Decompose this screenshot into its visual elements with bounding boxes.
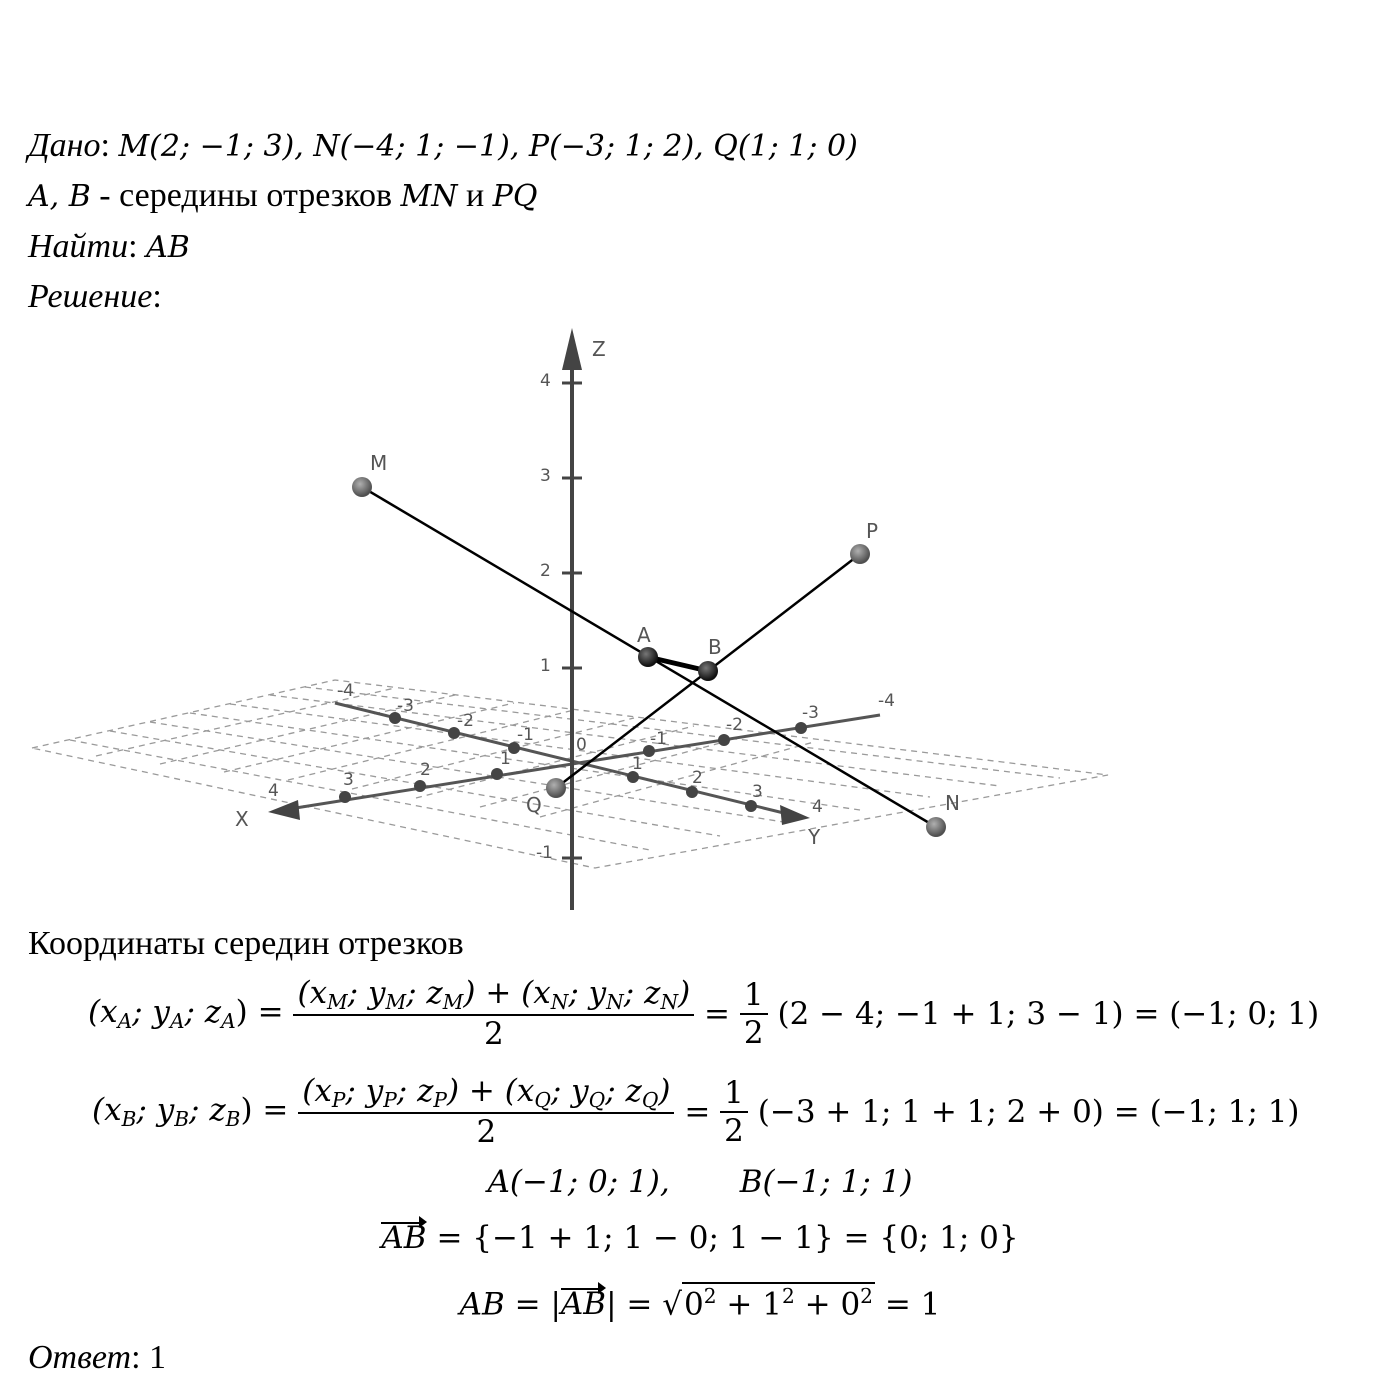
answer-line: Ответ: 1 [28, 1339, 167, 1376]
y-axis-label: Y [808, 825, 821, 849]
given-line: Дано: M(2; −1; 3), N(−4; 1; −1), P(−3; 1; 2), Q(1; 1; 0) [28, 127, 858, 164]
vector-ab: AB [381, 1220, 427, 1256]
eq-a-denominator: 2 [483, 1016, 504, 1052]
answer-value: 1 [149, 1339, 167, 1376]
eq-b-result: (−3 + 1; 1 + 1; 2 + 0) = (−1; 1; 1) [757, 1093, 1300, 1130]
z-tick-3: 3 [540, 466, 551, 486]
midpoint-text: - середины отрезков [90, 177, 401, 214]
vector-ab-value: = {−1 + 1; 1 − 0; 1 − 1} = {0; 1; 0} [426, 1220, 1019, 1256]
x-tick-4: 4 [268, 781, 279, 801]
x-tick-3: 3 [343, 770, 354, 790]
label-b: B [708, 635, 722, 659]
label-p: P [866, 519, 879, 543]
segment-pq: PQ [492, 179, 538, 214]
answer-label: Ответ [28, 1339, 132, 1376]
point-m [352, 477, 372, 497]
eq-b-denominator: 2 [476, 1114, 497, 1150]
point-q [546, 778, 566, 798]
label-m: M [370, 451, 388, 475]
back-x-tick-neg2: -2 [726, 715, 743, 735]
eq-b-numerator: ($x_P$; $y_P$; $z_P) + (x_Q$; $y_Q$; $z_Q$) [302, 1073, 671, 1112]
back-x-tick-neg4: -4 [878, 691, 895, 711]
label-a: A [637, 623, 651, 647]
back-x-tick-neg3: -3 [802, 703, 819, 723]
back-x-tick-neg1: -1 [650, 729, 667, 749]
point-b-coords: B(−1; 1; 1) [739, 1164, 913, 1200]
back-y-tick-neg1: -1 [517, 725, 534, 745]
x-axis-label: X [235, 807, 249, 831]
find-line: Найти: AB [28, 228, 190, 265]
back-y-tick-neg4: -4 [337, 681, 354, 701]
z-tick-neg1: -1 [536, 843, 553, 863]
label-q: Q [526, 793, 542, 817]
eq-a-result: (2 − 4; −1 + 1; 3 − 1) = (−1; 0; 1) [777, 995, 1320, 1032]
find-value: AB [146, 230, 190, 265]
section-title: Координаты середин отрезков [28, 925, 464, 962]
coordinate-figure [0, 320, 1400, 920]
solution-label: Решение [28, 278, 153, 315]
z-axis-label: Z [592, 337, 606, 361]
segment-mn: MN [400, 179, 458, 214]
conj-text: и [457, 177, 493, 214]
back-y-tick-neg2: -2 [457, 711, 474, 731]
midpoints-line [28, 176, 537, 217]
x-tick-1: 1 [500, 749, 511, 769]
back-y-tick-neg3: -3 [397, 696, 414, 716]
eq-b-half-den: 2 [724, 1112, 744, 1149]
point-n [926, 817, 946, 837]
given-label: Дано [28, 127, 101, 164]
points-line [0, 1164, 1400, 1200]
eq-a-numerator: ($x_M$; $y_M$; $z_M) + (x_N$; $y_N$; $z_N$) [297, 975, 691, 1014]
x-tick-2: 2 [420, 760, 431, 780]
label-n: N [945, 791, 960, 815]
midpoint-names: A, B [28, 179, 91, 214]
axes [268, 328, 880, 910]
y-tick-4: 4 [812, 797, 823, 817]
origin-label: 0 [576, 735, 587, 755]
point-p [850, 544, 870, 564]
length-ab: AB [459, 1286, 505, 1323]
vector-line [0, 1220, 1400, 1256]
y-tick-3: 3 [752, 782, 763, 802]
point-b [698, 661, 718, 681]
z-tick-2: 2 [540, 561, 551, 581]
given-points: M(2; −1; 3), N(−4; 1; −1), P(−3; 1; 2), Q(1; 1; 0) [118, 129, 858, 164]
z-tick-1: 1 [540, 656, 551, 676]
find-label: Найти [28, 228, 129, 265]
length-line: AB = $|AB| = √0^2 + 1^2 + 0^2 = 1$ [459, 1284, 941, 1323]
y-tick-2: 2 [692, 768, 703, 788]
solution-line: Решение: [28, 278, 162, 315]
eq-b-half-num: 1 [720, 1075, 748, 1113]
eq-a-half-num: 1 [740, 977, 768, 1015]
y-tick-1: 1 [632, 754, 643, 774]
length-result: = 1 [875, 1286, 941, 1323]
eq-a-half-den: 2 [743, 1014, 764, 1051]
z-tick-4: 4 [540, 371, 551, 391]
point-a [638, 647, 658, 667]
point-a-coords: A(−1; 0; 1), [487, 1164, 670, 1200]
